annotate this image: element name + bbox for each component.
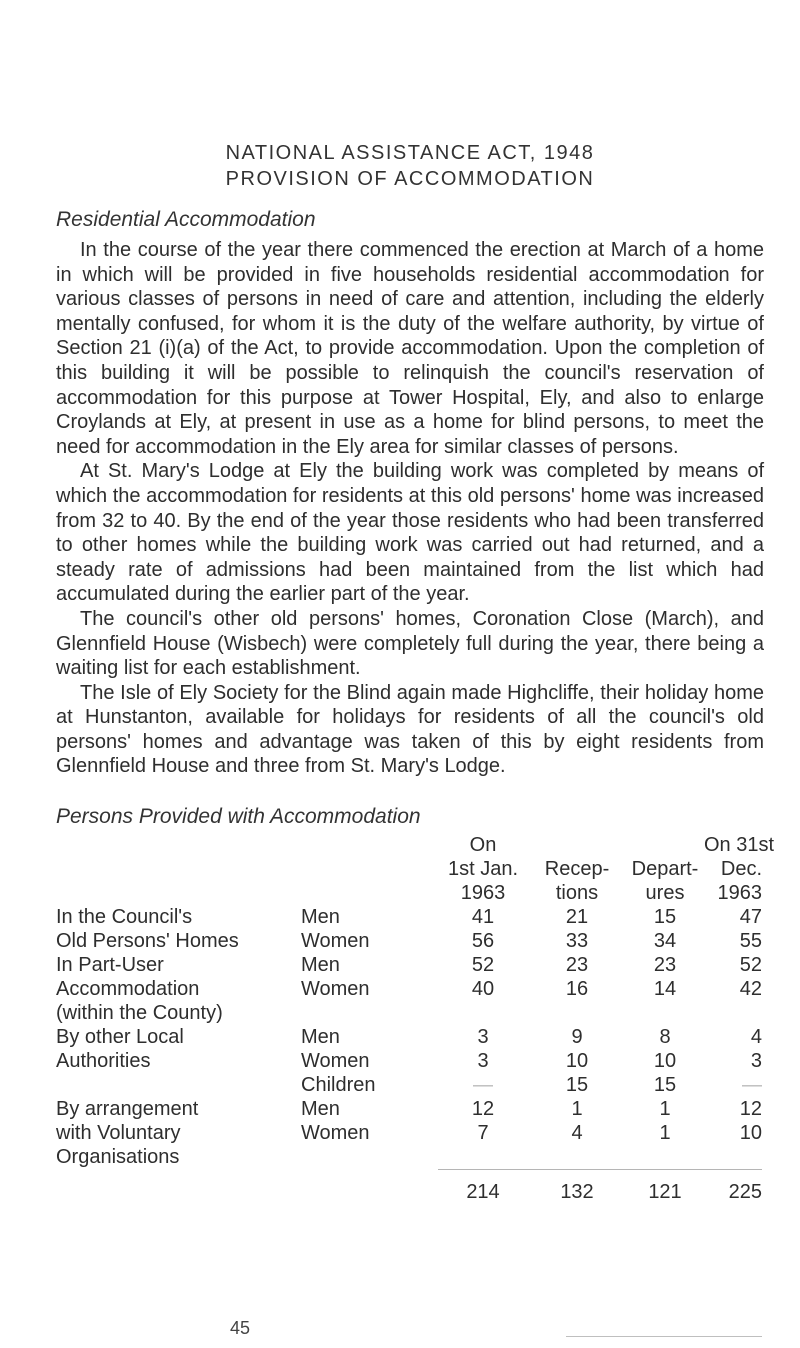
accommodation-table: [56, 833, 775, 1204]
table-row: [56, 1001, 762, 1025]
row-category: Men: [301, 954, 340, 977]
row-value: 1: [659, 1122, 671, 1145]
row-category: Men: [301, 906, 340, 929]
row-category: Women: [301, 930, 370, 953]
row-label: In the Council's: [56, 906, 193, 929]
section-heading: Residential Accommodation: [56, 208, 316, 231]
header-departures: Depart- ures: [631, 858, 699, 905]
row-value: 12: [739, 1098, 762, 1121]
row-value: [528, 1001, 626, 1025]
row-value: 16: [565, 978, 589, 1001]
row-value: 14: [653, 978, 677, 1001]
table-body: [56, 905, 762, 1204]
total-blank: [301, 1169, 438, 1204]
row-value: 34: [653, 930, 677, 953]
row-category: Women: [301, 978, 370, 1001]
row-label: Authorities: [56, 1050, 151, 1073]
total-blank: [56, 1169, 301, 1204]
row-label: By arrangement: [56, 1098, 199, 1121]
row-value: 15: [653, 1074, 677, 1097]
header-on-1st-jan: On 1st Jan. 1963: [447, 834, 519, 905]
paragraph: The council's other old persons' homes, Coronation Close (March), and Glennfield House (Wisbech) were completely full during the year, there being a waiting list for each establishment.: [56, 607, 764, 680]
row-value: 8: [659, 1026, 671, 1049]
row-value: 3: [477, 1050, 489, 1073]
table-total-row: [56, 1169, 762, 1204]
row-value: 10: [565, 1050, 589, 1073]
row-label: [56, 1073, 301, 1097]
header-blank: [301, 833, 438, 905]
total-value: 121: [626, 1169, 704, 1204]
row-value: 47: [739, 906, 762, 929]
row-value: [438, 1001, 528, 1025]
table-row: [56, 977, 762, 1001]
row-value: [704, 1145, 762, 1169]
row-category: Men: [301, 1098, 340, 1121]
table-row: [56, 1049, 762, 1073]
row-label: By other Local: [56, 1026, 184, 1049]
table-row: [56, 1025, 762, 1049]
paragraph: In the course of the year there commenced the erection at March of a home in which will be provided in five households residential accommodation for various classes of persons in need of care and attention, including the elderly mentally confused, for whom it is the duty of the welfare authority, by virtue of Section 21 (i)(a) of the Act, to provide accommodation. Upon the completion of this building it will be possible to relinquish the council's reservation of accommodation for this purpose at Tower Hospital, Ely, and also to enlarge Croylands at Ely, at present in use as a home for blind persons, to meet the need for accommodation in the Ely area for similar classes of persons.: [56, 239, 764, 458]
row-category: [301, 1145, 438, 1169]
header-receptions: Recep- tions: [544, 858, 610, 905]
document-subtitle: PROVISION OF ACCOMMODATION: [225, 168, 595, 190]
row-value: 41: [471, 906, 495, 929]
row-value: 3: [750, 1050, 762, 1073]
table-row: [56, 1121, 762, 1145]
row-value: —: [473, 1074, 493, 1097]
total-value: 214: [438, 1169, 528, 1204]
document-page: [56, 140, 775, 1204]
header-on-31st-dec: On 31st Dec. 1963: [704, 834, 775, 905]
row-category: Women: [301, 1050, 370, 1073]
row-category: [301, 1001, 438, 1025]
row-label: Organisations: [56, 1146, 180, 1169]
row-value: 42: [739, 978, 762, 1001]
row-value: 3: [477, 1026, 489, 1049]
paragraph: The Isle of Ely Society for the Blind again made Highcliffe, their holiday home at Hunstanton, available for holidays for residents of all the council's old persons' homes and advantage was taken of this by eight residents from Glennfield House and three from St. Mary's Lodge.: [56, 681, 764, 778]
row-value: 10: [653, 1050, 677, 1073]
row-label: with Voluntary: [56, 1122, 181, 1145]
row-value: 15: [653, 906, 677, 929]
row-label: Accommodation: [56, 978, 200, 1001]
row-value: 56: [471, 930, 495, 953]
total-value: 132: [528, 1169, 626, 1204]
row-category: Women: [301, 1122, 370, 1145]
row-value: —: [742, 1074, 762, 1097]
row-value: 7: [477, 1122, 489, 1145]
row-value: 1: [571, 1098, 583, 1121]
document-title: NATIONAL ASSISTANCE ACT, 1948: [225, 142, 595, 164]
row-value: [626, 1145, 704, 1169]
row-label: Old Persons' Homes: [56, 930, 239, 953]
table-header-row: [56, 833, 762, 905]
row-value: 40: [471, 978, 495, 1001]
header-blank: [56, 833, 301, 905]
row-value: 55: [739, 930, 762, 953]
table-row: [56, 1097, 762, 1121]
row-value: 23: [565, 954, 589, 977]
table-title: Persons Provided with Accommodation: [56, 805, 421, 829]
row-value: [626, 1001, 704, 1025]
row-value: 12: [471, 1098, 495, 1121]
row-value: 9: [571, 1026, 583, 1049]
bottom-rule: [566, 1336, 762, 1337]
row-value: 21: [565, 906, 589, 929]
row-value: 15: [565, 1074, 589, 1097]
row-value: 4: [750, 1026, 762, 1049]
row-value: 52: [471, 954, 495, 977]
row-value: 33: [565, 930, 589, 953]
total-value: 225: [704, 1169, 762, 1204]
row-value: 10: [739, 1122, 762, 1145]
row-label: In Part-User: [56, 954, 164, 977]
table-row: [56, 1073, 762, 1097]
row-category: Children: [301, 1074, 376, 1097]
row-category: Men: [301, 1026, 340, 1049]
row-value: [704, 1001, 762, 1025]
table-row: [56, 929, 762, 953]
table-row: [56, 905, 762, 929]
row-value: [528, 1145, 626, 1169]
table-row: [56, 953, 762, 977]
paragraph: At St. Mary's Lodge at Ely the building work was completed by means of which the accommodation for residents at this old persons' home was increased from 32 to 40. By the end of the year those residents who had been transferred to other homes while the building work was carried out had returned, and a steady rate of admissions had been maintained from the list which had accumulated during the earlier part of the year.: [56, 460, 764, 606]
row-value: 23: [653, 954, 677, 977]
table-row: [56, 1145, 762, 1169]
page-number: 45: [230, 1318, 251, 1338]
row-value: 52: [739, 954, 762, 977]
row-value: [438, 1145, 528, 1169]
row-value: 4: [571, 1122, 583, 1145]
row-value: 1: [659, 1098, 671, 1121]
row-label: (within the County): [56, 1002, 223, 1025]
